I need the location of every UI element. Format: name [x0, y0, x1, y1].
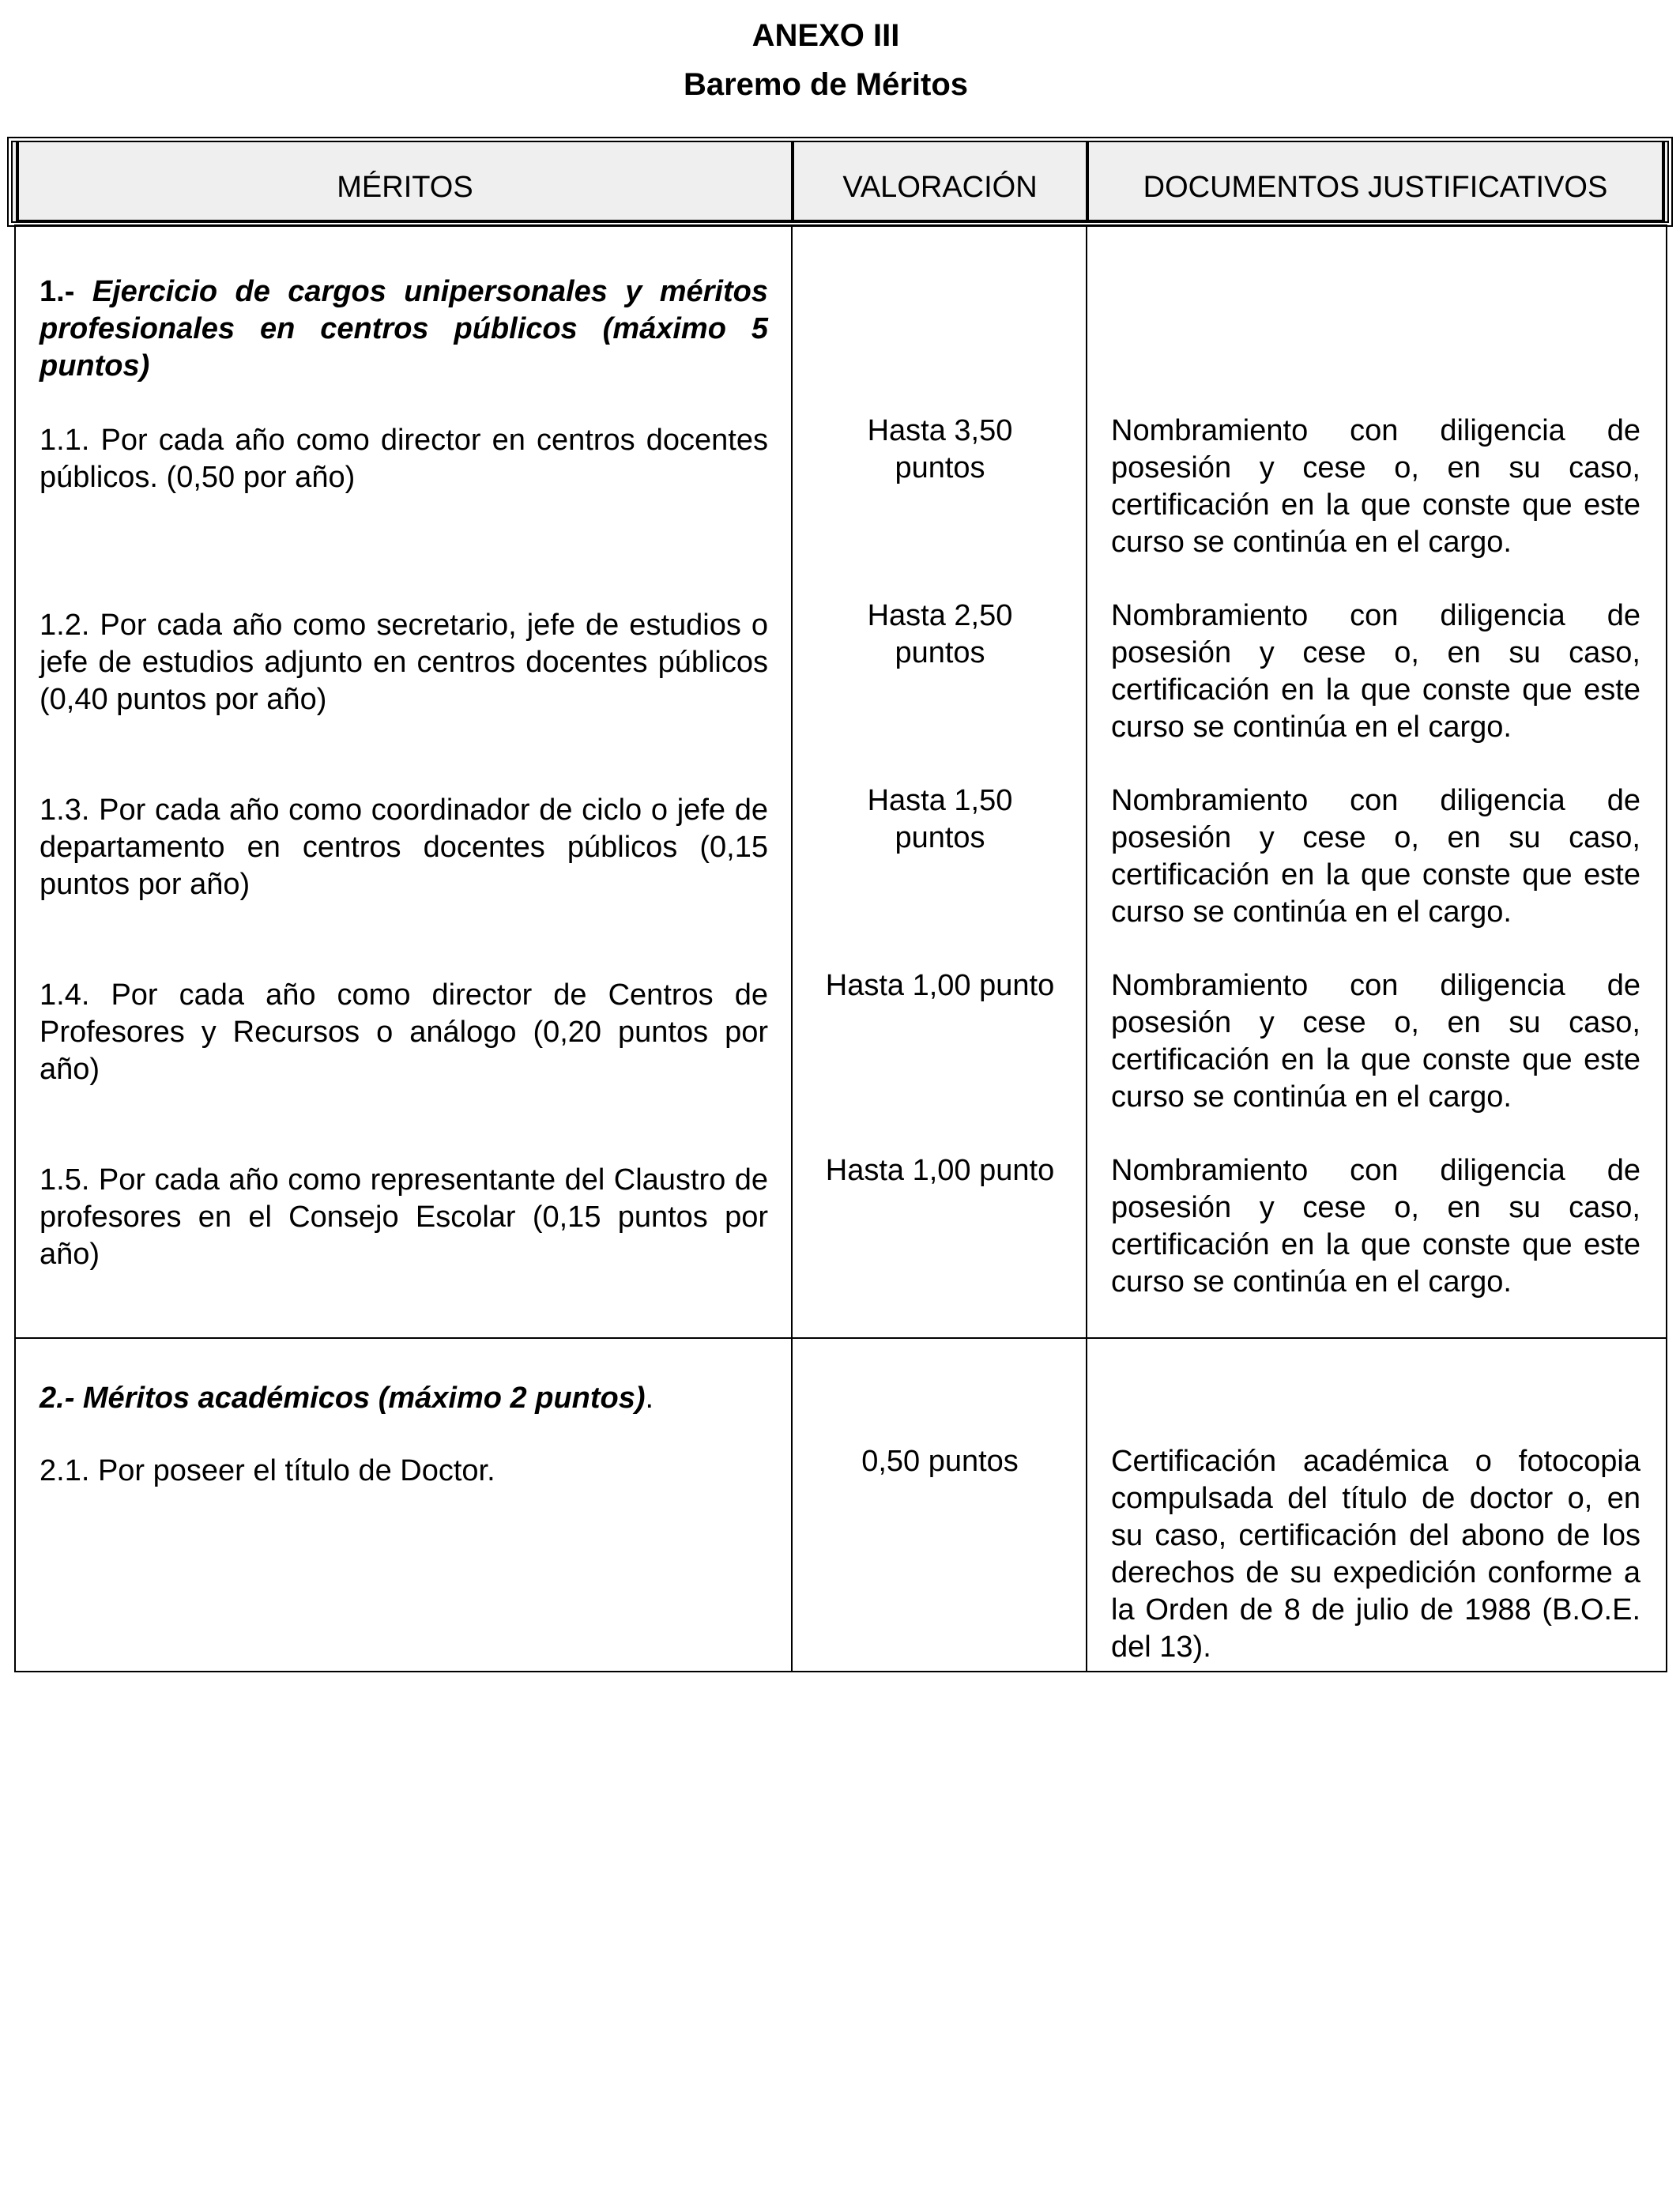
- section1-merits-cell: [15, 225, 792, 1338]
- document-subtitle: Baremo de Méritos: [683, 67, 969, 102]
- section2-value-cell: [792, 1338, 1087, 1672]
- annex-title: ANEXO III: [751, 18, 900, 53]
- section1-doc-cell: [1087, 225, 1667, 1338]
- section1-number: 1.-: [40, 275, 92, 308]
- section2-title: 2.- Méritos académicos (máximo 2 puntos): [40, 1382, 646, 1415]
- value-1-1: Hasta 3,50 puntos: [867, 414, 1013, 484]
- value-1-2: Hasta 2,50 puntos: [867, 599, 1013, 669]
- merit-1-1: 1.1. Por cada año como director en centros docentes públicos. (0,50 por año): [40, 424, 768, 494]
- section2-merits-cell: [15, 1338, 792, 1672]
- doc-1-4: Nombramiento con diligencia de posesión y cese o, en su caso, certificación en la que conste que este curso se continúa en el cargo.: [1111, 969, 1640, 1114]
- merit-2-1: 2.1. Por poseer el título de Doctor.: [40, 1454, 495, 1487]
- section2-heading: [40, 1380, 768, 1417]
- doc-2-1: Certificación académica o fotocopia compulsada del título de doctor o, en su caso, certificación del abono de los derechos de su expedición conforme a la Orden de 8 de julio de 1988 (B.O.E. del 13).: [1111, 1445, 1640, 1664]
- merit-1-2: 1.2. Por cada año como secretario, jefe de estudios o jefe de estudios adjunto en centros docentes públicos (0,40 puntos por año): [40, 609, 768, 716]
- section2-doc-cell: [1087, 1338, 1667, 1672]
- section1-heading: [40, 273, 768, 385]
- section2-suffix: .: [645, 1382, 654, 1415]
- table-row: [15, 225, 1667, 1338]
- value-2-1: 0,50 puntos: [861, 1445, 1019, 1478]
- doc-1-5: Nombramiento con diligencia de posesión y cese o, en su caso, certificación en la que conste que este curso se continúa en el cargo.: [1111, 1154, 1640, 1299]
- value-1-5: Hasta 1,00 punto: [825, 1154, 1055, 1187]
- merit-1-5: 1.5. Por cada año como representante del Claustro de profesores en el Consejo Escolar (0,15 puntos por año): [40, 1163, 768, 1271]
- column-header-valoracion: VALORACIÓN: [793, 141, 1087, 221]
- doc-1-2: Nombramiento con diligencia de posesión y cese o, en su caso, certificación en la que conste que este curso se continúa en el cargo.: [1111, 599, 1640, 744]
- doc-1-1: Nombramiento con diligencia de posesión y cese o, en su caso, certificación en la que conste que este curso se continúa en el cargo.: [1111, 414, 1640, 559]
- value-1-3: Hasta 1,50 puntos: [867, 784, 1013, 854]
- section1-value-cell: [792, 225, 1087, 1338]
- column-header-documentos: DOCUMENTOS JUSTIFICATIVOS: [1087, 141, 1665, 221]
- doc-1-3: Nombramiento con diligencia de posesión y cese o, en su caso, certificación en la que conste que este curso se continúa en el cargo.: [1111, 784, 1640, 929]
- section1-title: Ejercicio de cargos unipersonales y méritos profesionales en centros públicos (máximo 5 puntos): [40, 275, 768, 383]
- merit-1-4: 1.4. Por cada año como director de Centros de Profesores y Recursos o análogo (0,20 puntos por año): [40, 978, 768, 1086]
- table-row: [15, 1338, 1667, 1672]
- merit-1-3: 1.3. Por cada año como coordinador de ciclo o jefe de departamento en centros docentes públicos (0,15 puntos por año): [40, 794, 768, 901]
- merits-table: [14, 224, 1667, 1672]
- value-1-4: Hasta 1,00 punto: [825, 969, 1055, 1002]
- column-header-meritos: MÉRITOS: [16, 141, 793, 221]
